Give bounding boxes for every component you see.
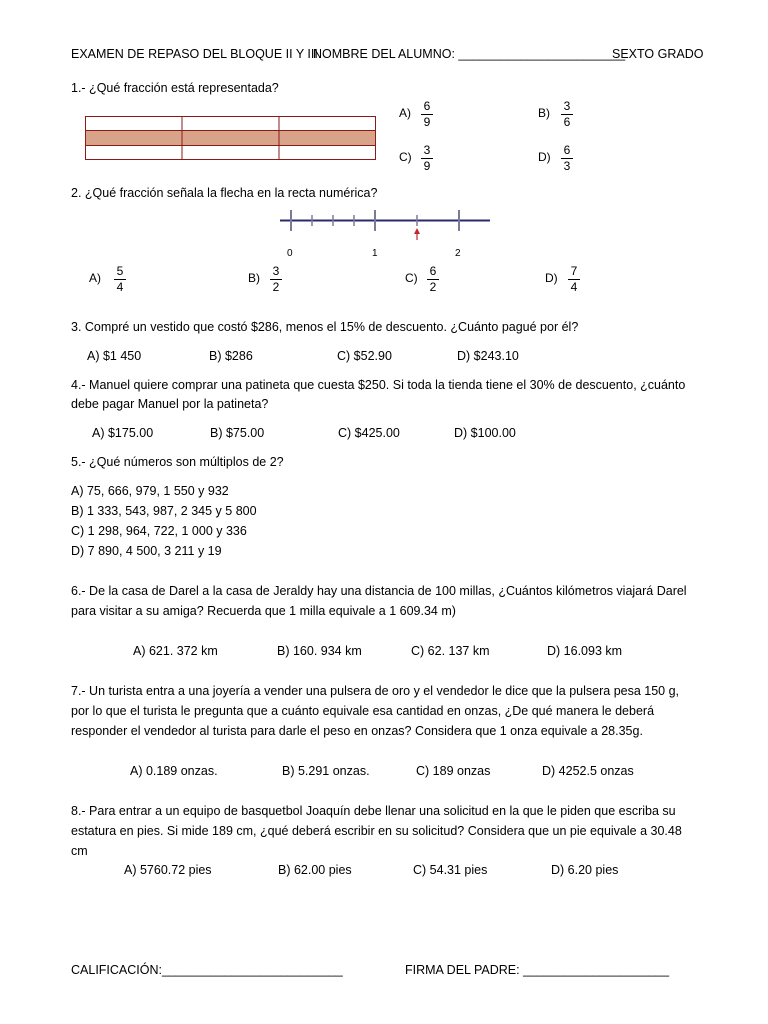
q2-option-c-label[interactable]: C) <box>405 271 418 285</box>
question-7-line-1: 7.- Un turista entra a una joyería a vender una pulsera de oro y el vendedor le dice que la pulsera pesa 150 g, <box>71 684 680 698</box>
q4-option-d[interactable]: D) $100.00 <box>454 426 516 440</box>
numerator: 6 <box>563 143 571 157</box>
q1-option-a-label[interactable]: A) <box>399 106 411 120</box>
q2-option-c-fraction[interactable] <box>427 265 439 293</box>
q4-option-c[interactable]: C) $425.00 <box>338 426 400 440</box>
q5-option-b[interactable]: B) 1 333, 543, 987, 2 345 y 5 800 <box>71 504 257 518</box>
q6-option-d[interactable]: D) 16.093 km <box>547 644 623 658</box>
q6-option-a[interactable]: A) 621. 372 km <box>133 644 218 658</box>
q3-option-a[interactable]: A) $1 450 <box>87 349 142 363</box>
q8-option-a[interactable]: A) 5760.72 pies <box>124 863 212 877</box>
q1-option-c-label[interactable]: C) <box>399 150 412 164</box>
q6-option-b[interactable]: B) 160. 934 km <box>277 644 362 658</box>
q4-option-b[interactable]: B) $75.00 <box>210 426 265 440</box>
denominator: 2 <box>272 280 280 294</box>
denominator: 6 <box>563 115 571 129</box>
q1-option-c-fraction[interactable] <box>421 144 433 172</box>
number-line-label-0: 0 <box>287 248 293 259</box>
q1-option-a-fraction[interactable] <box>421 100 433 128</box>
number-line <box>280 206 495 256</box>
q1-option-b-label[interactable]: B) <box>538 106 550 120</box>
question-4-line-2: debe pagar Manuel por la patineta? <box>71 397 269 411</box>
q2-option-a-fraction[interactable] <box>114 265 126 293</box>
q6-option-c[interactable]: C) 62. 137 km <box>411 644 490 658</box>
question-6-line-1: 6.- De la casa de Darel a la casa de Jeraldy hay una distancia de 100 millas, ¿Cuántos kilómetros viajará Darel <box>71 584 687 598</box>
question-6-line-2: para visitar a su amiga? Recuerda que 1 milla equivale a 1 609.34 m) <box>71 604 456 618</box>
q2-option-a-label[interactable]: A) <box>89 271 101 285</box>
q2-option-d-fraction[interactable] <box>568 265 580 293</box>
number-line-label-1: 1 <box>372 248 378 259</box>
question-5: 5.- ¿Qué números son múltiplos de 2? <box>71 455 284 469</box>
question-7-line-3: responder el vendedor al turista para darle el peso en onzas? Considera que 1 onza equivale a 28.35g. <box>71 724 643 738</box>
q7-option-a[interactable]: A) 0.189 onzas. <box>130 764 218 778</box>
q3-option-b[interactable]: B) $286 <box>209 349 253 363</box>
denominator: 9 <box>423 115 431 129</box>
question-8-line-3: cm <box>71 844 88 858</box>
q7-option-b[interactable]: B) 5.291 onzas. <box>282 764 370 778</box>
numerator: 3 <box>423 143 431 157</box>
q1-option-d-fraction[interactable] <box>561 144 573 172</box>
fraction-rectangle-diagram <box>85 116 376 160</box>
q3-option-c[interactable]: C) $52.90 <box>337 349 392 363</box>
q8-option-d[interactable]: D) 6.20 pies <box>551 863 619 877</box>
grade-level: SEXTO GRADO <box>612 47 704 61</box>
denominator: 4 <box>570 280 578 294</box>
q7-option-d[interactable]: D) 4252.5 onzas <box>542 764 634 778</box>
question-8-line-1: 8.- Para entrar a un equipo de basquetbol Joaquín debe llenar una solicitud en la que le piden que escriba su <box>71 804 676 818</box>
numerator: 5 <box>116 264 124 278</box>
number-line-svg <box>280 206 495 256</box>
q2-option-b-fraction[interactable] <box>270 265 282 293</box>
q8-option-c[interactable]: C) 54.31 pies <box>413 863 488 877</box>
denominator: 4 <box>116 280 124 294</box>
exam-title: EXAMEN DE REPASO DEL BLOQUE II Y III. <box>71 47 322 61</box>
denominator: 9 <box>423 159 431 173</box>
numerator: 3 <box>563 99 571 113</box>
q4-option-a[interactable]: A) $175.00 <box>92 426 154 440</box>
q7-option-c[interactable]: C) 189 onzas <box>416 764 491 778</box>
student-name-field[interactable]: NOMBRE DEL ALUMNO: ________________________ <box>313 47 626 61</box>
q2-option-b-label[interactable]: B) <box>248 271 260 285</box>
question-3: 3. Compré un vestido que costó $286, menos el 15% de descuento. ¿Cuánto pagué por él? <box>71 320 579 334</box>
q5-option-d[interactable]: D) 7 890, 4 500, 3 211 y 19 <box>71 544 222 558</box>
q3-option-d[interactable]: D) $243.10 <box>457 349 519 363</box>
numerator: 3 <box>272 264 280 278</box>
numerator: 6 <box>423 99 431 113</box>
q2-option-d-label[interactable]: D) <box>545 271 558 285</box>
rectangle-diagram-svg <box>85 116 376 160</box>
grade-score-field[interactable]: CALIFICACIÓN:__________________________ <box>71 963 343 977</box>
question-2: 2. ¿Qué fracción señala la flecha en la recta numérica? <box>71 186 378 200</box>
question-1: 1.- ¿Qué fracción está representada? <box>71 81 279 95</box>
parent-signature-field[interactable]: FIRMA DEL PADRE: _____________________ <box>405 963 670 977</box>
q8-option-b[interactable]: B) 62.00 pies <box>278 863 352 877</box>
q5-option-a[interactable]: A) 75, 666, 979, 1 550 y 932 <box>71 484 229 498</box>
numerator: 7 <box>570 264 578 278</box>
number-line-label-2: 2 <box>455 248 461 259</box>
question-4-line-1: 4.- Manuel quiere comprar una patineta que cuesta $250. Si toda la tienda tiene el 30% de descuento, ¿cuánto <box>71 378 686 392</box>
q1-option-b-fraction[interactable] <box>561 100 573 128</box>
q1-option-d-label[interactable]: D) <box>538 150 551 164</box>
arrow-icon <box>414 228 420 234</box>
q5-option-c[interactable]: C) 1 298, 964, 722, 1 000 y 336 <box>71 524 247 538</box>
denominator: 3 <box>563 159 571 173</box>
numerator: 6 <box>429 264 437 278</box>
shaded-row <box>86 131 376 146</box>
question-8-line-2: estatura en pies. Si mide 189 cm, ¿qué deberá escribir en su solicitud? Considera que un pie equivale a 30.48 <box>71 824 682 838</box>
question-7-line-2: por lo que el turista le pregunta que a cuánto equivale esa cantidad en onzas, ¿De qué manera le deberá <box>71 704 655 718</box>
denominator: 2 <box>429 280 437 294</box>
